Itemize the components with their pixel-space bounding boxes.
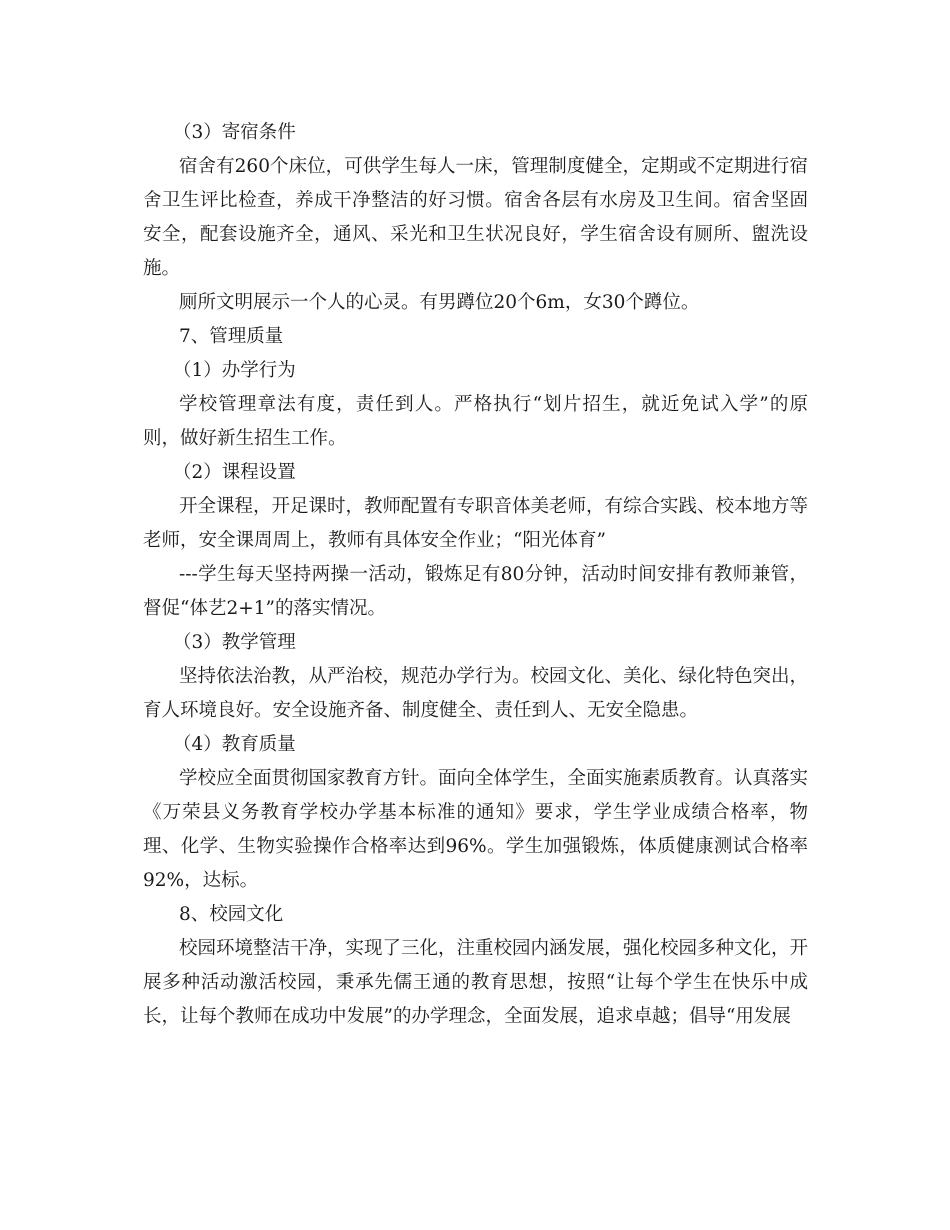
document-body bbox=[143, 116, 808, 1034]
subheading-education-quality: （4）教育质量 bbox=[173, 734, 296, 755]
paragraph-dormitory: 宿舍有260个床位，可供学生每人一床，管理制度健全，定期或不定期进行宿舍卫生评比检查，养成干净整洁的好习惯。宿舍各层有水房及卫生间。宿舍坚固安全，配套设施齐全，通风、采光和卫生状况良好，学生宿舍设有厕所、盥洗设施。 bbox=[143, 156, 808, 279]
paragraph-school-conduct: 学校管理章法有度，责任到人。严格执行“划片招生，就近免试入学”的原则，做好新生招生工作。 bbox=[143, 394, 808, 449]
section-heading-campus-culture: 8、校园文化 bbox=[179, 904, 284, 925]
subheading-curriculum: （2）课程设置 bbox=[173, 462, 296, 483]
subheading-teaching-management: （3）教学管理 bbox=[173, 632, 296, 653]
paragraph-daily-activities: ---学生每天坚持两操一活动，锻炼足有80分钟，活动时间安排有教师兼管，督促“体艺2+1”的落实情况。 bbox=[143, 564, 808, 619]
subheading-school-conduct: （1）办学行为 bbox=[173, 360, 296, 381]
section-heading-management-quality: 7、管理质量 bbox=[179, 326, 284, 347]
subheading-boarding-conditions: （3）寄宿条件 bbox=[173, 122, 296, 143]
paragraph-teaching-management: 坚持依法治教，从严治校，规范办学行为。校园文化、美化、绿化特色突出，育人环境良好。安全设施齐备、制度健全、责任到人、无安全隐患。 bbox=[143, 666, 809, 721]
paragraph-toilets: 厕所文明展示一个人的心灵。有男蹲位20个6m，女30个蹲位。 bbox=[179, 292, 700, 313]
paragraph-campus-culture: 校园环境整洁干净，实现了三化，注重校园内涵发展，强化校园多种文化，开展多种活动激活校园，秉承先儒王通的教育思想，按照“让每个学生在快乐中成长，让每个教师在成功中发展”的办学理念，全面发展，追求卓越；倡导“用发展 bbox=[143, 938, 809, 1027]
paragraph-education-quality: 学校应全面贯彻国家教育方针。面向全体学生，全面实施素质教育。认真落实《万荣县义务教育学校办学基本标准的通知》要求，学生学业成绩合格率，物理、化学、生物实验操作合格率达到96%。学生加强锻炼，体质健康测试合格率92%，达标。 bbox=[143, 768, 809, 891]
paragraph-curriculum: 开全课程，开足课时，教师配置有专职音体美老师，有综合实践、校本地方等老师，安全课周周上，教师有具体安全作业；“阳光体育” bbox=[143, 496, 809, 551]
